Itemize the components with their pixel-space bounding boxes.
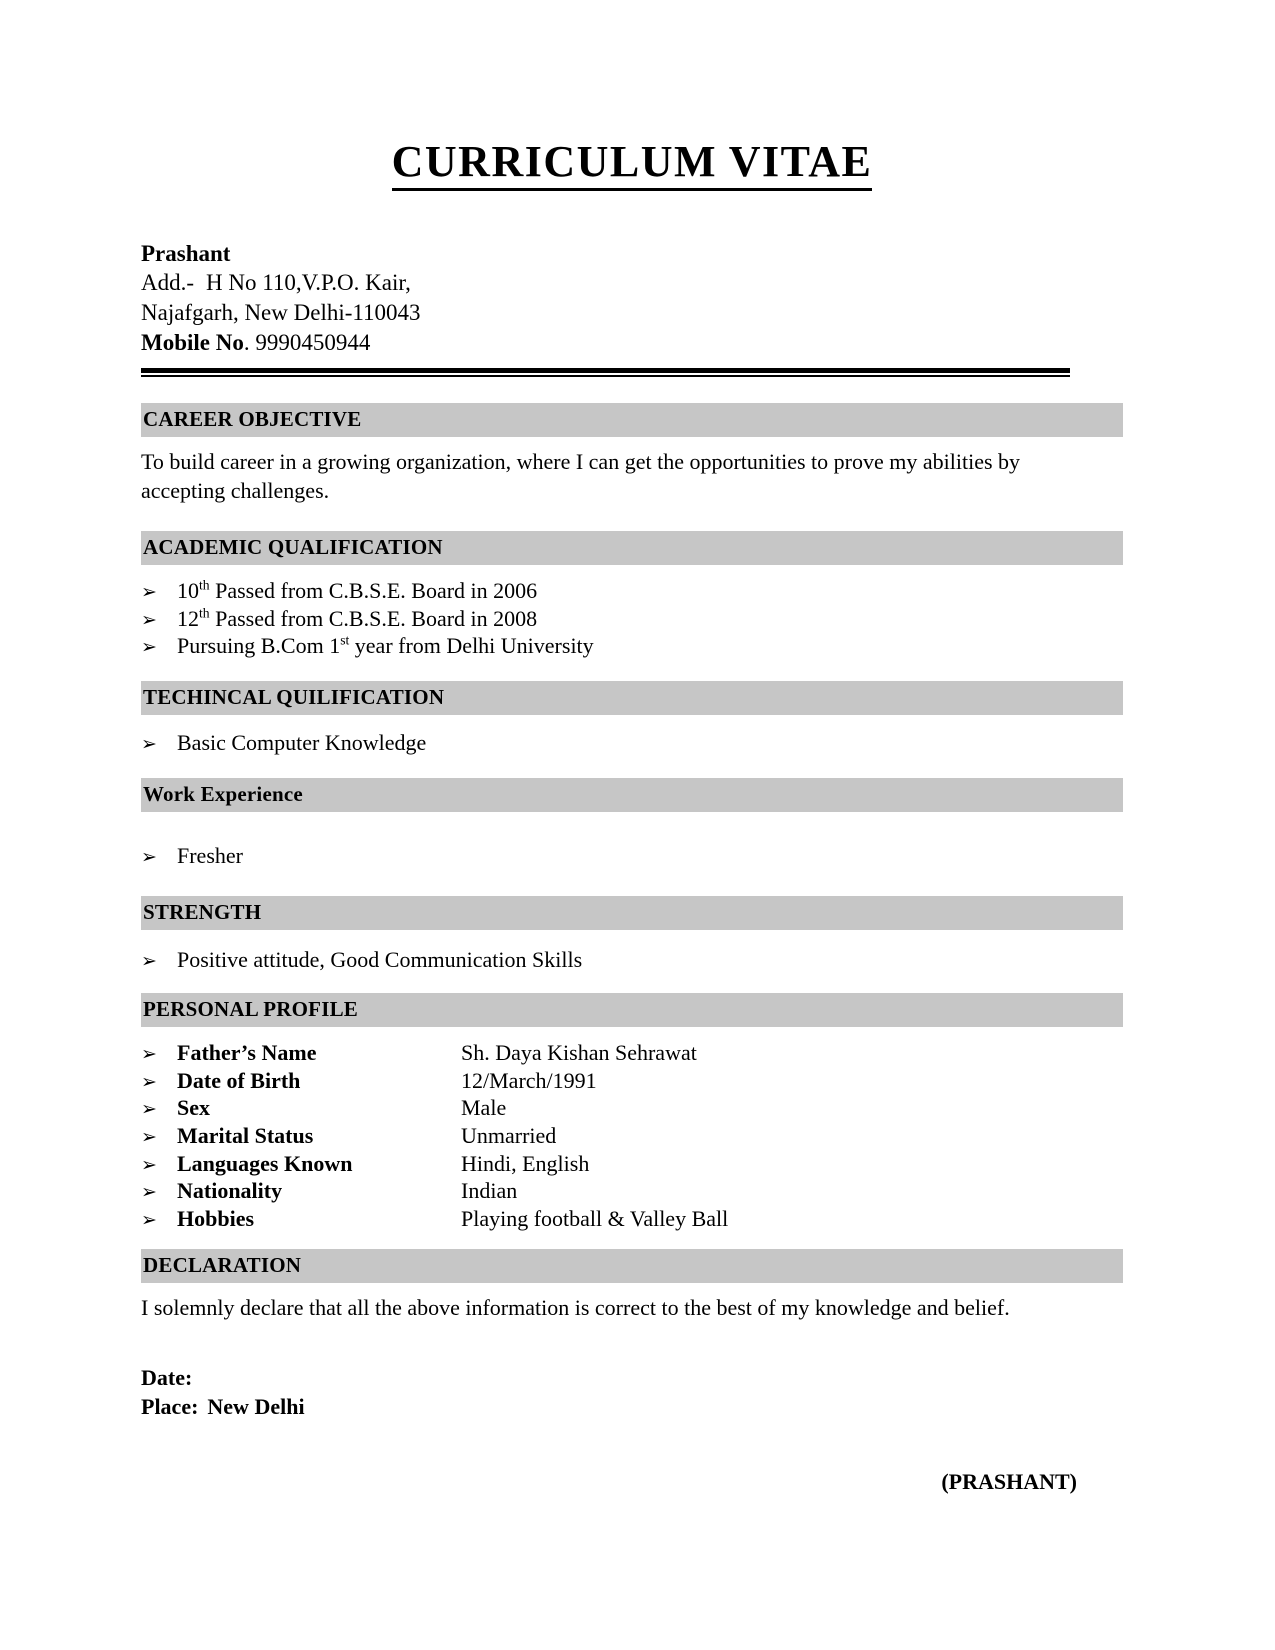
table-row bbox=[141, 1205, 1123, 1233]
list-item bbox=[141, 946, 1123, 973]
table-row bbox=[141, 1067, 1123, 1095]
arrow-bullet-icon: ➢ bbox=[141, 1070, 157, 1093]
list-item bbox=[141, 632, 1123, 659]
mobile-number: 9990450944 bbox=[255, 330, 371, 356]
profile-value: Playing football & Valley Ball bbox=[461, 1206, 729, 1232]
arrow-bullet-icon: ➢ bbox=[141, 1181, 157, 1204]
list-item-text bbox=[177, 577, 537, 604]
section-header-technical-qualification: TECHINCAL QUILIFICATION bbox=[141, 681, 1123, 715]
page-title: CURRICULUM VITAE bbox=[392, 138, 873, 191]
profile-label: Nationality bbox=[177, 1178, 283, 1204]
list-item bbox=[141, 577, 1123, 604]
item-rest: Passed from C.B.S.E. Board in 2006 bbox=[209, 578, 538, 604]
profile-label: Sex bbox=[177, 1095, 210, 1121]
item-superscript: th bbox=[199, 605, 210, 621]
section-header-work-experience: Work Experience bbox=[141, 778, 1123, 812]
mobile-separator: . bbox=[243, 330, 250, 356]
item-lead: 12 bbox=[177, 605, 199, 631]
item-lead: Pursuing B.Com 1 bbox=[177, 632, 341, 658]
profile-label: Date of Birth bbox=[177, 1067, 301, 1093]
identity-block bbox=[141, 239, 1123, 359]
item-rest: Passed from C.B.S.E. Board in 2008 bbox=[209, 605, 538, 631]
item-superscript: th bbox=[199, 577, 210, 593]
arrow-bullet-icon: ➢ bbox=[141, 846, 157, 869]
career-objective-text: To build career in a growing organization, where I can get the opportunities to prove my abilities by accepting challenges. bbox=[141, 449, 1021, 503]
personal-profile-table bbox=[141, 1039, 1123, 1233]
section-header-strength: STRENGTH bbox=[141, 896, 1123, 930]
address-line-1 bbox=[141, 268, 1123, 298]
arrow-bullet-icon: ➢ bbox=[141, 635, 157, 658]
declaration-text: I solemnly declare that all the above information is correct to the best of my knowledge and belief. bbox=[141, 1294, 1010, 1320]
list-item-text bbox=[177, 605, 537, 632]
candidate-name: Prashant bbox=[141, 240, 231, 266]
signature-name: (PRASHANT) bbox=[941, 1468, 1077, 1494]
divider-thick-line bbox=[141, 368, 1070, 373]
table-row bbox=[141, 1094, 1123, 1122]
arrow-bullet-icon: ➢ bbox=[141, 1098, 157, 1121]
list-item bbox=[141, 842, 1123, 869]
address-line-2: Najafgarh, New Delhi-110043 bbox=[141, 300, 421, 326]
profile-value: Unmarried bbox=[461, 1123, 557, 1149]
arrow-bullet-icon: ➢ bbox=[141, 1209, 157, 1232]
list-item-text: Basic Computer Knowledge bbox=[177, 730, 427, 756]
academic-qualification-list bbox=[141, 577, 1123, 659]
list-item-text bbox=[177, 632, 594, 659]
list-item bbox=[141, 605, 1123, 632]
strength-list bbox=[141, 946, 1123, 973]
arrow-bullet-icon: ➢ bbox=[141, 1042, 157, 1065]
item-rest: year from Delhi University bbox=[349, 632, 594, 658]
arrow-bullet-icon: ➢ bbox=[141, 1153, 157, 1176]
section-header-declaration: DECLARATION bbox=[141, 1249, 1123, 1283]
table-row bbox=[141, 1177, 1123, 1205]
work-experience-list bbox=[141, 842, 1123, 869]
profile-value: Hindi, English bbox=[461, 1150, 590, 1176]
table-row bbox=[141, 1122, 1123, 1150]
title-container bbox=[141, 0, 1123, 191]
item-lead: 10 bbox=[177, 578, 199, 604]
list-item bbox=[141, 729, 1123, 756]
profile-label: Hobbies bbox=[177, 1206, 255, 1232]
place-line bbox=[141, 1393, 1123, 1422]
list-item-text: Positive attitude, Good Communication Skills bbox=[177, 946, 583, 972]
footer-block bbox=[141, 1364, 1123, 1421]
arrow-bullet-icon: ➢ bbox=[141, 608, 157, 631]
item-superscript: st bbox=[340, 632, 350, 648]
table-row bbox=[141, 1150, 1123, 1178]
profile-value: Sh. Daya Kishan Sehrawat bbox=[461, 1039, 697, 1065]
profile-value: 12/March/1991 bbox=[461, 1067, 597, 1093]
table-row bbox=[141, 1039, 1123, 1067]
profile-label: Languages Known bbox=[177, 1150, 353, 1176]
profile-label: Marital Status bbox=[177, 1123, 314, 1149]
place-label: Place: bbox=[141, 1394, 199, 1420]
date-line bbox=[141, 1364, 1123, 1393]
section-header-personal-profile: PERSONAL PROFILE bbox=[141, 993, 1123, 1027]
profile-value: Male bbox=[461, 1095, 507, 1121]
header-divider bbox=[141, 368, 1070, 377]
address-label: Add.- bbox=[141, 270, 195, 296]
section-header-career-objective: CAREER OBJECTIVE bbox=[141, 403, 1123, 437]
arrow-bullet-icon: ➢ bbox=[141, 1126, 157, 1149]
arrow-bullet-icon: ➢ bbox=[141, 949, 157, 972]
address-street: H No 110,V.P.O. Kair, bbox=[206, 270, 411, 296]
profile-value: Indian bbox=[461, 1178, 518, 1204]
mobile-line bbox=[141, 328, 1123, 358]
cv-content bbox=[141, 0, 1123, 1495]
section-header-academic-qualification: ACADEMIC QUALIFICATION bbox=[141, 531, 1123, 565]
place-value: New Delhi bbox=[207, 1394, 305, 1420]
technical-qualification-list bbox=[141, 729, 1123, 756]
arrow-bullet-icon: ➢ bbox=[141, 733, 157, 756]
profile-label: Father’s Name bbox=[177, 1039, 317, 1065]
list-item-text: Fresher bbox=[177, 843, 243, 869]
arrow-bullet-icon: ➢ bbox=[141, 581, 157, 604]
mobile-label: Mobile No bbox=[141, 330, 244, 356]
date-label: Date: bbox=[141, 1365, 193, 1391]
